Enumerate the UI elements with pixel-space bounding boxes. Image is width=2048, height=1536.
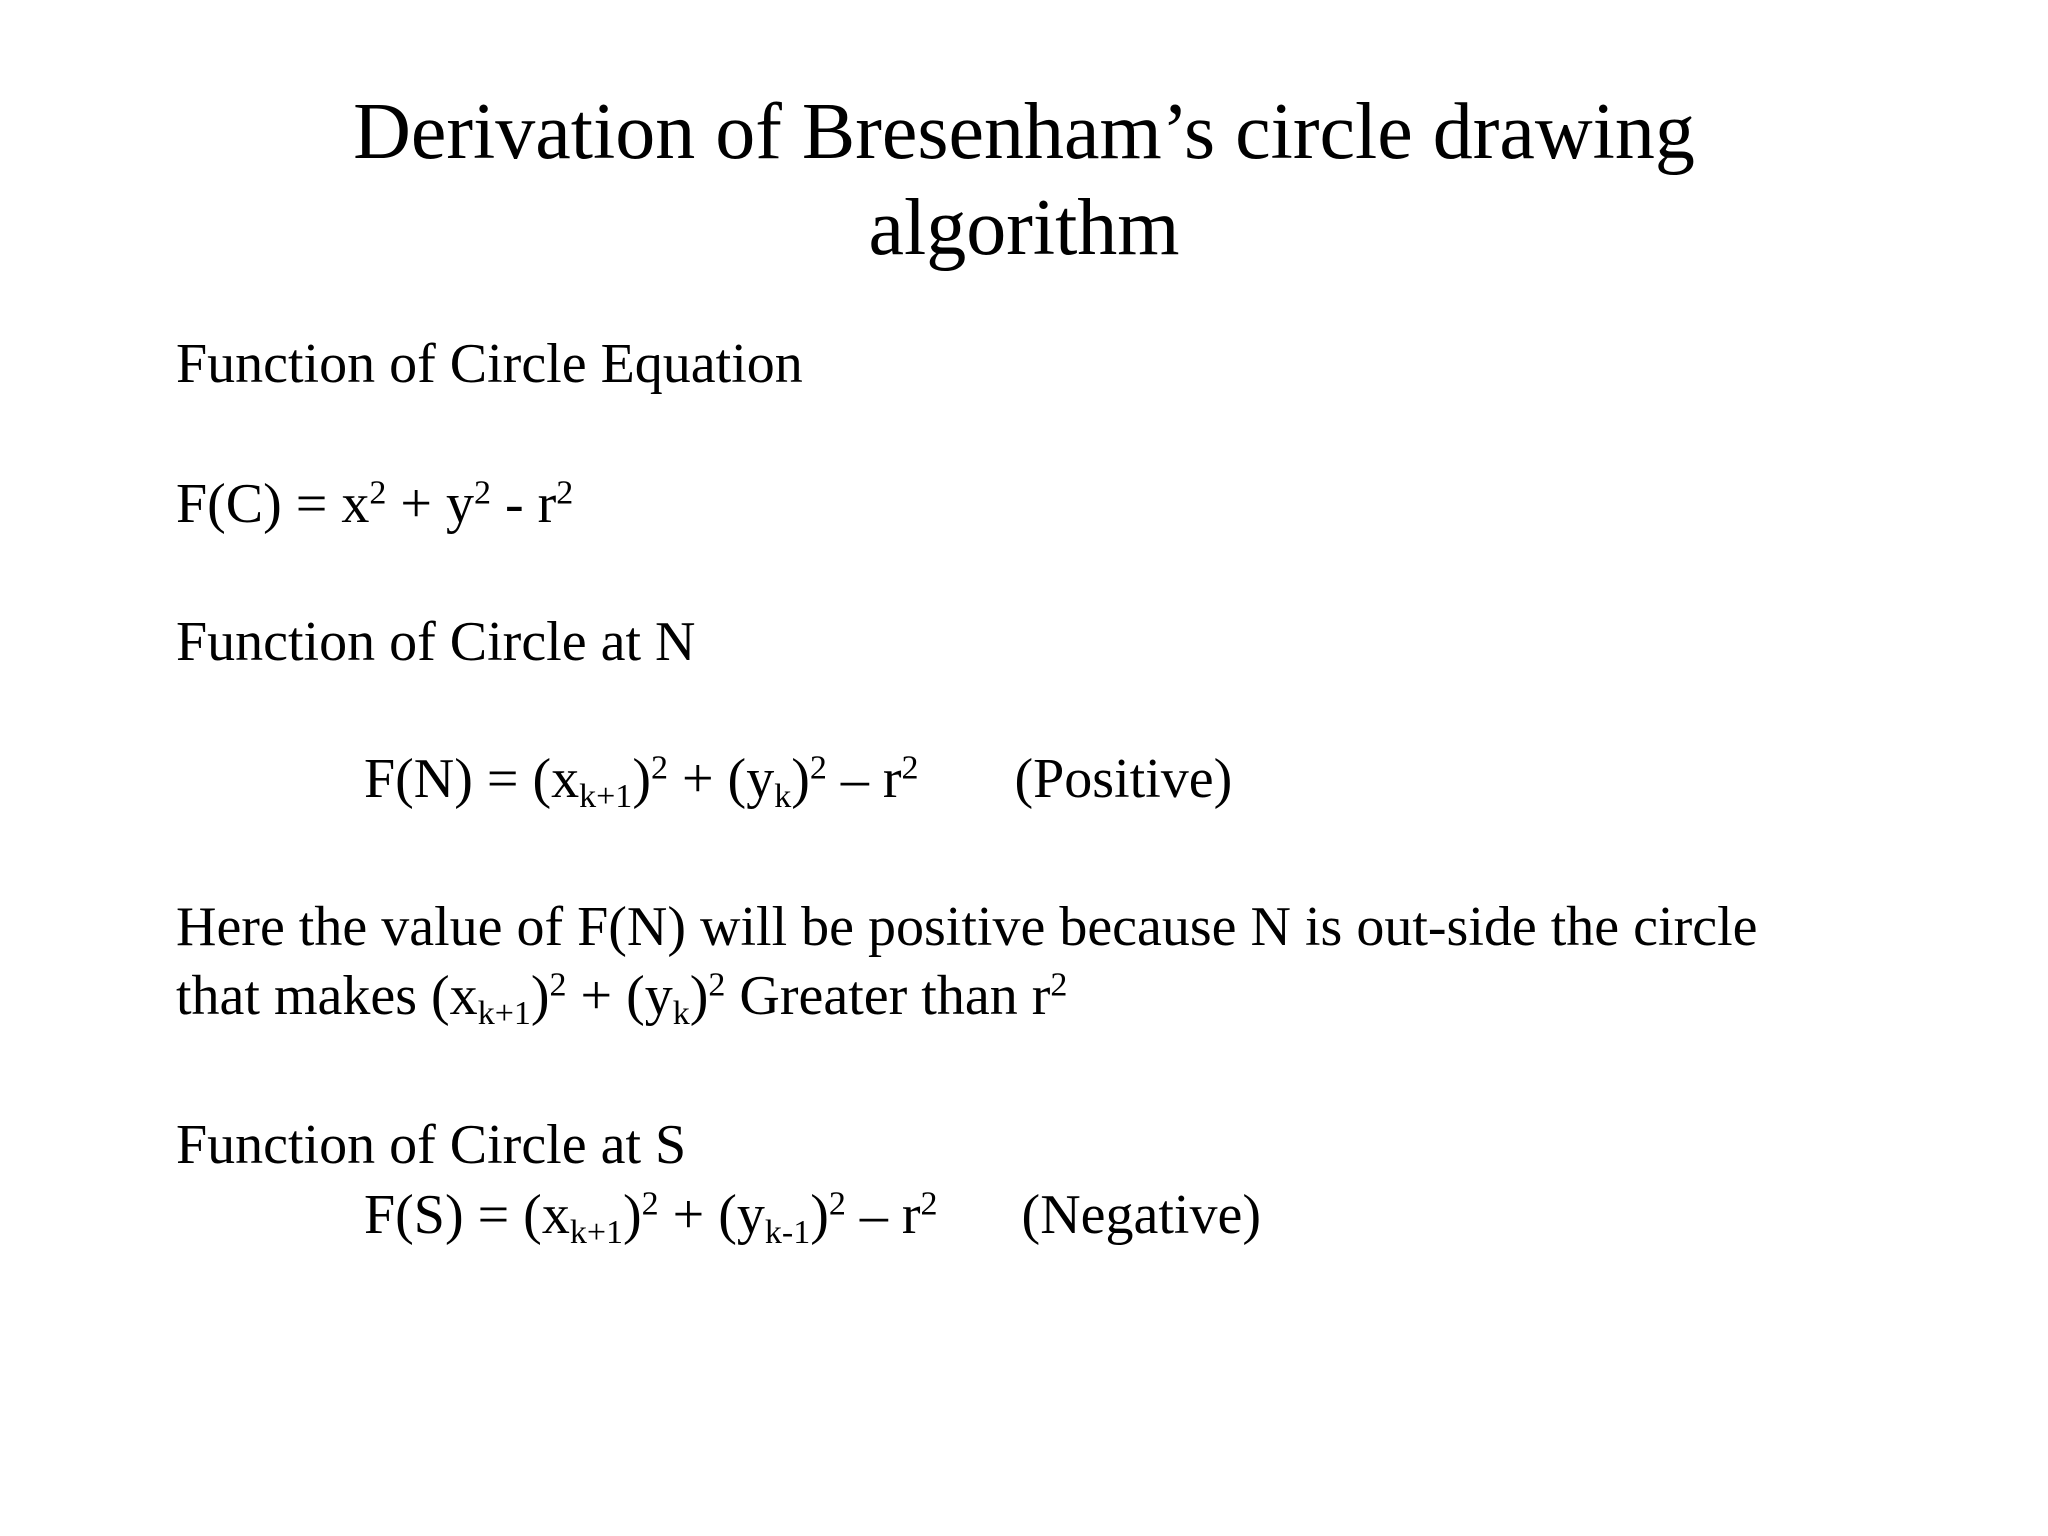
fs-part-1: F(S) = (x bbox=[364, 1184, 570, 1246]
fs-sign-note: (Negative) bbox=[1021, 1184, 1261, 1246]
fn-part-3: + (y bbox=[667, 748, 775, 810]
fs-sup-2: 2 bbox=[828, 1185, 846, 1223]
fs-sup-1: 2 bbox=[641, 1185, 659, 1223]
ex-part-b: ) bbox=[530, 965, 550, 1027]
fc-sup-3: 2 bbox=[556, 474, 574, 512]
fn-sub-2: k bbox=[774, 778, 792, 816]
ex-part-c: + (y bbox=[566, 965, 673, 1027]
fn-part-5: – r bbox=[826, 748, 902, 810]
heading-circle-at-s: Function of Circle at S bbox=[176, 1114, 687, 1176]
fs-sub-2: k-1 bbox=[764, 1214, 811, 1252]
heading-circle-at-n: Function of Circle at N bbox=[176, 611, 696, 673]
equation-f-n bbox=[364, 747, 1233, 816]
fs-sub-1: k+1 bbox=[569, 1214, 624, 1252]
fs-part-5: – r bbox=[845, 1184, 921, 1246]
slide-title-line-2: algorithm bbox=[868, 184, 1180, 272]
equation-f-c bbox=[176, 472, 573, 536]
fc-sup-2: 2 bbox=[473, 474, 491, 512]
explanation-line-1: Here the value of F(N) will be positive because N is out-side the circle bbox=[176, 896, 1758, 958]
heading-circle-equation: Function of Circle Equation bbox=[176, 333, 803, 395]
fn-part-2: ) bbox=[632, 748, 651, 810]
ex-sup-3: 2 bbox=[1050, 966, 1068, 1004]
slide-title-line-1: Derivation of Bresenham’s circle drawing bbox=[353, 88, 1695, 176]
ex-sub-2: k bbox=[672, 995, 690, 1033]
slide-title bbox=[0, 84, 2048, 276]
fc-part-y: + y bbox=[386, 473, 474, 535]
fc-part-x: F(C) = x bbox=[176, 473, 370, 535]
fs-part-2: ) bbox=[623, 1184, 642, 1246]
ex-part-d: ) bbox=[689, 965, 709, 1027]
ex-part-a: that makes (x bbox=[176, 965, 478, 1027]
fc-part-r: - r bbox=[490, 473, 557, 535]
fs-part-4: ) bbox=[810, 1184, 829, 1246]
ex-sup-1: 2 bbox=[549, 966, 567, 1004]
fn-sup-3: 2 bbox=[901, 749, 919, 787]
fn-part-1: F(N) = (x bbox=[364, 748, 580, 810]
ex-sup-2: 2 bbox=[708, 966, 726, 1004]
fn-part-4: ) bbox=[791, 748, 810, 810]
equation-f-s bbox=[364, 1183, 1261, 1252]
fn-sub-1: k+1 bbox=[579, 778, 633, 816]
fn-sup-2: 2 bbox=[809, 749, 827, 787]
explanation-line-2 bbox=[176, 964, 1068, 1033]
fs-sup-3: 2 bbox=[920, 1185, 938, 1223]
fn-sign-note: (Positive) bbox=[1014, 748, 1233, 810]
ex-part-e: Greater than r bbox=[725, 965, 1051, 1027]
fc-sup-1: 2 bbox=[369, 474, 387, 512]
fs-part-3: + (y bbox=[658, 1184, 765, 1246]
fn-sup-1: 2 bbox=[650, 749, 668, 787]
ex-sub-1: k+1 bbox=[477, 995, 531, 1033]
